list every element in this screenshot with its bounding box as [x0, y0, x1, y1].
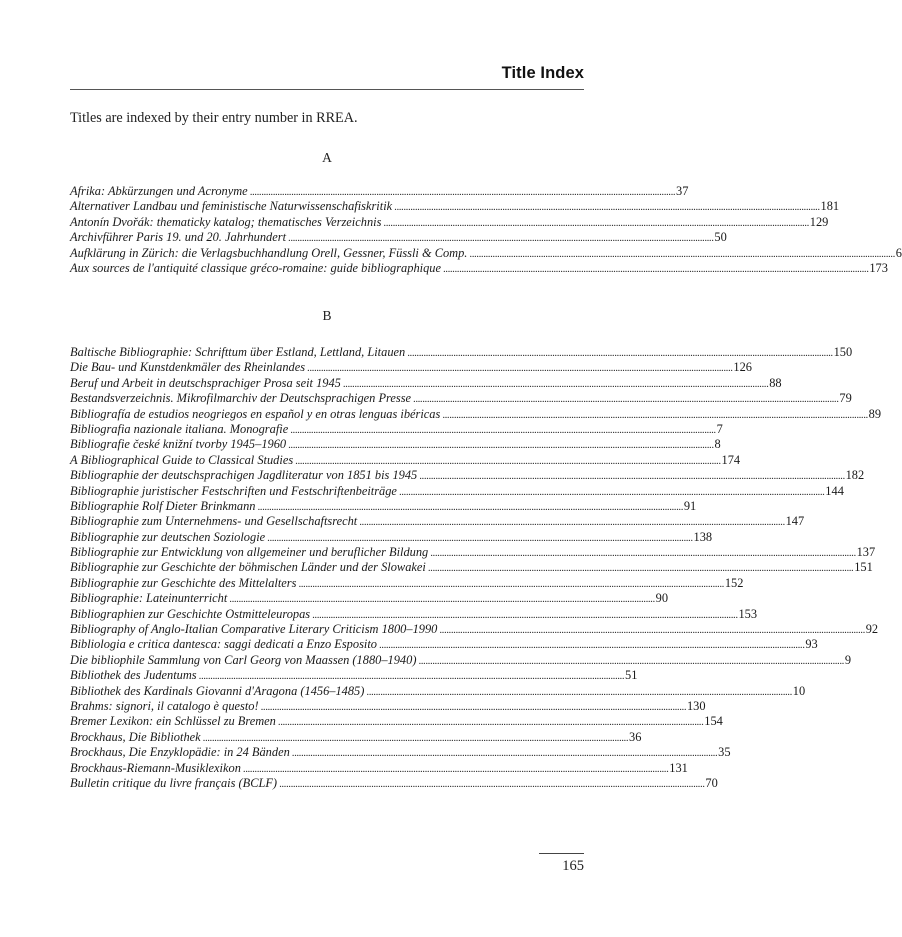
dot-leader — [379, 638, 803, 653]
entry-title: Brahms: signori, il catalogo è questo! — [70, 698, 259, 713]
index-entry — [70, 375, 782, 391]
dot-leader — [366, 685, 790, 700]
entry-title: Aufklärung in Zürich: die Verlagsbuchhandlung Orell, Gessner, Füssli & Comp. — [70, 245, 468, 260]
entry-number: 147 — [785, 514, 805, 529]
page-number: 165 — [562, 858, 584, 874]
entry-title: Bibliographie juristischer Festschriften und Festschriftenbeiträge — [70, 483, 397, 498]
index-entry — [70, 668, 638, 683]
entry-title: Bibliothek des Judentums — [70, 668, 197, 683]
dot-leader — [413, 392, 837, 407]
entry-number: 152 — [724, 575, 744, 590]
entry-number: 151 — [854, 560, 873, 575]
entry-title: Bibliographie zur Geschichte des Mittelalters — [70, 575, 297, 590]
entry-title: Bulletin critique du livre français (BCLF) — [70, 775, 278, 790]
entry-number: 36 — [629, 729, 642, 744]
entry-number: 154 — [704, 714, 723, 729]
index-entry — [70, 360, 752, 375]
entry-number: 130 — [686, 698, 706, 713]
dot-leader — [418, 654, 842, 669]
entry-title: Antonín Dvořák: thematicky katalog; thematisches Verzeichnis — [70, 214, 382, 229]
index-entry — [70, 483, 844, 499]
entry-number: 138 — [693, 529, 713, 544]
entry-title: Aux sources de l'antiquité classique gréco-romaine: guide bibliographique — [70, 260, 441, 275]
dot-leader — [443, 262, 867, 277]
entry-number: 153 — [738, 606, 758, 621]
index-entry — [70, 760, 688, 776]
entry-number: 174 — [721, 452, 741, 467]
entry-title: Archivführer Paris 19. und 20. Jahrhundert — [70, 230, 287, 245]
index-entry — [70, 683, 806, 699]
entry-number: 37 — [676, 184, 689, 198]
entry-title: Bibliologia e critica dantesca: saggi dedicati a Enzo Esposito — [70, 637, 377, 652]
dot-leader — [383, 216, 807, 231]
dot-leader — [292, 746, 716, 761]
entry-title: Bibliographie zur Geschichte der böhmischen Länder und der Slowakei — [70, 560, 426, 575]
dot-leader — [288, 231, 712, 246]
entry-number: 6 — [895, 245, 902, 260]
entry-title: Bibliothek des Kardinals Giovanni d'Aragona (1456–1485) — [70, 683, 365, 698]
index-entry — [70, 245, 902, 261]
dot-leader — [290, 423, 714, 438]
entry-number: 131 — [669, 760, 688, 775]
entry-title: Bibliografia nazionale italiana. Monografie — [70, 421, 289, 436]
index-entry — [70, 498, 697, 514]
index-entry — [70, 452, 741, 468]
entry-title: Bremer Lexikon: ein Schlüssel zu Bremen — [70, 714, 276, 729]
index-entry — [70, 437, 721, 452]
index-entry — [70, 514, 805, 529]
index-entry — [70, 652, 852, 668]
index-entry — [70, 575, 744, 591]
index-entry — [70, 775, 718, 791]
index-entry — [70, 230, 727, 245]
index-entry — [70, 637, 818, 652]
index-entry — [70, 622, 879, 637]
entry-title: Die Bau- und Kunstdenkmäler des Rheinlandes — [70, 360, 306, 375]
entry-number: 93 — [805, 637, 818, 652]
dot-leader — [278, 715, 702, 730]
index-entry — [70, 606, 758, 622]
entry-title: Bibliographien zur Geschichte Ostmitteleuropas — [70, 606, 311, 621]
entry-title: Bibliographie zur Entwicklung von allgemeiner und beruflicher Bildung — [70, 545, 429, 560]
entry-number: 181 — [820, 199, 840, 214]
entry-number: 10 — [792, 683, 806, 698]
entry-number: 91 — [683, 498, 697, 513]
index-entry — [70, 214, 829, 230]
entry-number: 79 — [839, 391, 852, 406]
dot-leader — [469, 247, 893, 262]
index-entry — [70, 729, 642, 745]
entry-title: Bestandsverzeichnis. Mikrofilmarchiv der Deutschsprachigen Presse — [70, 391, 412, 406]
index-entry — [70, 529, 713, 545]
entry-number: 51 — [625, 668, 638, 683]
entry-number: 88 — [769, 375, 782, 390]
entry-number: 35 — [718, 745, 731, 760]
entry-number: 90 — [655, 591, 669, 606]
dot-leader — [199, 669, 623, 684]
entry-title: Bibliography of Anglo-Italian Comparative Literary Criticism 1800–1990 — [70, 622, 438, 637]
dot-leader — [229, 592, 653, 607]
dot-leader — [399, 485, 823, 500]
dot-leader — [343, 377, 767, 392]
entry-title: Bibliographie zur deutschen Soziologie — [70, 529, 266, 544]
entry-number: 8 — [714, 437, 721, 452]
entry-title: Bibliografie české knižní tvorby 1945–1960 — [70, 437, 287, 452]
entry-number: 89 — [868, 406, 882, 421]
dot-leader — [359, 515, 783, 530]
entry-title: Brockhaus, Die Enzyklopädie: in 24 Bänden — [70, 745, 290, 760]
dot-leader — [430, 546, 854, 561]
entry-number: 144 — [825, 483, 844, 498]
dot-leader — [307, 361, 731, 376]
dot-leader — [250, 185, 674, 200]
entry-title: Bibliographie Rolf Dieter Brinkmann — [70, 498, 256, 513]
entry-number: 7 — [716, 421, 723, 436]
dot-leader — [428, 561, 852, 576]
entry-title: Baltische Bibliographie: Schrifttum über Estland, Lettland, Litauen — [70, 345, 406, 359]
entry-number: 50 — [714, 230, 727, 245]
index-entry — [70, 391, 852, 406]
section-letter-b: B — [322, 308, 332, 323]
entry-title: Alternativer Landbau und feministische Naturwissenschafiskritik — [70, 199, 393, 214]
dot-leader — [261, 700, 685, 715]
entry-title: Afrika: Abkürzungen und Acronyme — [70, 184, 248, 198]
entry-title: Bibliographie: Lateinunterricht — [70, 591, 228, 606]
dot-leader — [288, 438, 712, 453]
entry-title: Beruf und Arbeit in deutschsprachiger Prosa seit 1945 — [70, 375, 341, 390]
dot-leader — [407, 346, 831, 361]
entry-number: 173 — [869, 260, 888, 275]
entry-title: Bibliographie zum Unternehmens- und Gesellschaftsrecht — [70, 514, 358, 529]
entry-number: 129 — [809, 214, 829, 229]
entry-title: Bibliografía de estudios neogriegos en español y en otras lenguas ibéricas — [70, 406, 441, 421]
section-a-entries — [70, 184, 902, 276]
dot-leader — [243, 762, 667, 777]
dot-leader — [279, 777, 703, 792]
entry-number: 150 — [833, 345, 853, 359]
entry-title: A Bibliographical Guide to Classical Studies — [70, 452, 294, 467]
entry-title: Brockhaus-Riemann-Musiklexikon — [70, 760, 241, 775]
page-header-title: Title Index — [501, 64, 584, 82]
dot-leader — [419, 469, 843, 484]
entry-number: 9 — [844, 652, 852, 667]
index-entry — [70, 560, 873, 575]
entry-number: 137 — [856, 545, 876, 560]
section-letter-a: A — [322, 150, 332, 165]
index-entry — [70, 698, 706, 714]
index-entry — [70, 406, 882, 422]
footer-rule — [539, 853, 584, 854]
entry-number: 182 — [845, 468, 865, 483]
dot-leader — [295, 454, 719, 469]
dot-leader — [442, 408, 866, 423]
dot-leader — [267, 531, 691, 546]
index-entry — [70, 260, 888, 276]
entry-number: 70 — [705, 775, 718, 790]
index-entry — [70, 591, 669, 606]
entry-title: Bibliographie der deutschsprachigen Jagdliteratur von 1851 bis 1945 — [70, 468, 418, 483]
dot-leader — [258, 500, 682, 515]
index-entry — [70, 714, 723, 729]
dot-leader — [298, 577, 722, 592]
index-entry — [70, 468, 865, 483]
entry-number: 126 — [733, 360, 752, 375]
entry-title: Die bibliophile Sammlung von Carl Georg von Maassen (1880–1940) — [70, 652, 417, 667]
dot-leader — [203, 731, 627, 746]
index-entry — [70, 184, 689, 199]
header-rule — [70, 89, 584, 90]
index-entry — [70, 421, 723, 437]
index-entry — [70, 745, 731, 760]
index-entry — [70, 199, 840, 214]
dot-leader — [439, 623, 863, 638]
dot-leader — [394, 200, 818, 215]
intro-text: Titles are indexed by their entry number in RREA. — [70, 110, 358, 126]
index-entry — [70, 545, 876, 560]
entry-title: Brockhaus, Die Bibliothek — [70, 729, 201, 744]
entry-number: 92 — [865, 622, 879, 637]
dot-leader — [312, 608, 736, 623]
section-b-entries — [70, 345, 882, 791]
index-entry — [70, 345, 853, 360]
